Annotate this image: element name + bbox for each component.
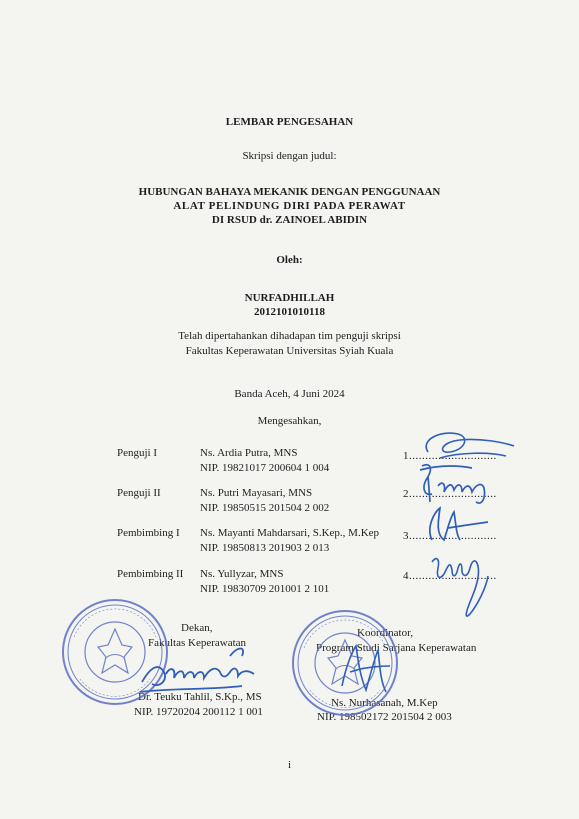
examiner-nip: NIP. 19850515 201504 2 002 — [200, 502, 330, 514]
coordinator-program: Program Studi Sarjana Keperawatan — [316, 642, 477, 654]
examiner-name: Ns. Yullyzar, MNS — [200, 568, 284, 580]
page-number: i — [287, 759, 292, 771]
dean-nip: NIP. 19720204 200112 1 001 — [134, 706, 263, 718]
examiner-nip: NIP. 19850813 201903 2 013 — [200, 542, 330, 554]
defended-line-1: Telah dipertahankan dihadapan tim penguji skripsi — [178, 330, 401, 342]
thesis-title-line-2: ALAT PELINDUNG DIRI PADA PERAWAT — [173, 200, 406, 212]
examiner-nip: NIP. 19821017 200604 1 004 — [200, 462, 330, 474]
signature-line: 3........................... — [403, 530, 497, 542]
examiner-name: Ns. Putri Mayasari, MNS — [200, 487, 313, 499]
examiner-role: Pembimbing II — [117, 568, 184, 580]
examiner-role: Penguji I — [117, 447, 158, 459]
signature-number: 3. — [403, 530, 413, 542]
signature-line: 4........................... — [403, 570, 497, 582]
signature-number: 1. — [403, 450, 413, 462]
dean-faculty: Fakultas Keperawatan — [148, 637, 247, 649]
examiner-role: Pembimbing I — [117, 527, 180, 539]
author-id: 2012101010118 — [254, 306, 325, 318]
approval-label: Mengesahkan, — [257, 415, 322, 427]
signature-number: 2. — [403, 488, 413, 500]
signature-line: 1........................... — [403, 450, 497, 462]
coordinator-nip: NIP. 198502172 201504 2 003 — [317, 711, 452, 723]
thesis-title-line-1: HUBUNGAN BAHAYA MEKANIK DENGAN PENGGUNAAN — [138, 186, 441, 198]
page-title: LEMBAR PENGESAHAN — [225, 116, 354, 128]
signature-4-icon — [426, 548, 494, 622]
examiner-name: Ns. Ardia Putra, MNS — [200, 447, 298, 459]
place-date: Banda Aceh, 4 Juni 2024 — [234, 388, 345, 400]
dean-title: Dekan, — [181, 622, 213, 634]
signature-line: 2........................... — [403, 488, 497, 500]
page-subtitle: Skripsi dengan judul: — [242, 150, 337, 162]
examiner-name: Ns. Mayanti Mahdarsari, S.Kep., M.Kep — [200, 527, 380, 539]
dean-signature-icon — [130, 632, 270, 704]
examiner-nip: NIP. 19830709 201001 2 101 — [200, 583, 330, 595]
thesis-title-line-3: DI RSUD dr. ZAINOEL ABIDIN — [211, 214, 368, 226]
dean-name: Dr. Teuku Tahlil, S.Kp., MS — [138, 691, 262, 703]
by-label: Oleh: — [276, 254, 303, 266]
signature-3-icon — [418, 500, 492, 548]
coordinator-name: Ns. Nurhasanah, M.Kep — [331, 697, 438, 709]
examiner-role: Penguji II — [117, 487, 161, 499]
coordinator-title: Koordinator, — [357, 627, 414, 639]
signature-number: 4. — [403, 570, 413, 582]
author-name: NURFADHILLAH — [244, 292, 335, 304]
coordinator-signature-icon — [332, 636, 396, 706]
defended-line-2: Fakultas Keperawatan Universitas Syiah Kuala — [185, 345, 394, 357]
